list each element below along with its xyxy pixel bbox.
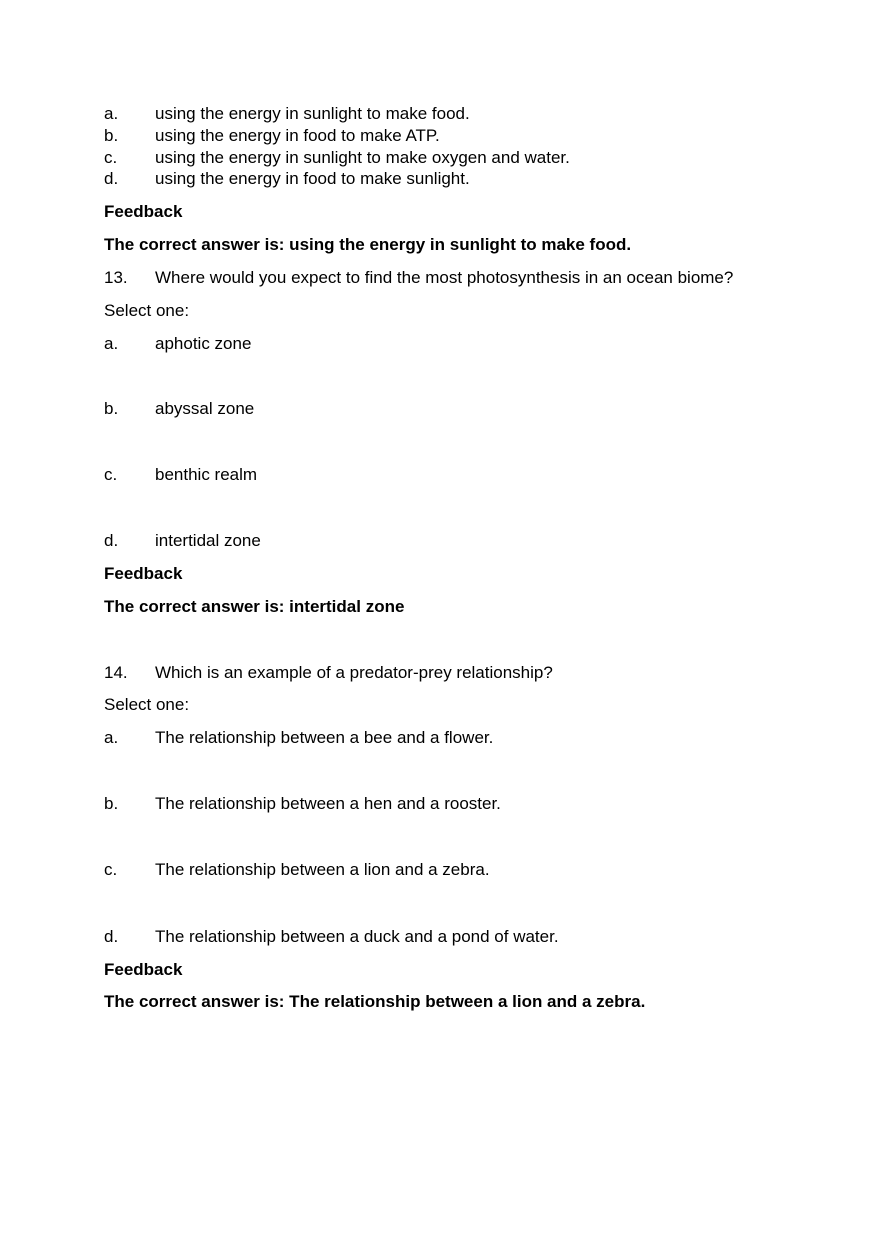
- q12-option-b-text: using the energy in food to make ATP.: [155, 126, 440, 145]
- q13-question: Where would you expect to find the most photosynthesis in an ocean biome?: [155, 268, 734, 287]
- q14-option-c-text: The relationship between a lion and a zebra.: [155, 860, 490, 879]
- q13-select-label: Select one:: [104, 301, 190, 320]
- q13-option-c-text: benthic realm: [155, 465, 258, 484]
- q13-option-b-letter: b.: [104, 399, 119, 418]
- q12-correct-answer: The correct answer is: using the energy in sunlight to make food.: [104, 235, 632, 254]
- q13-option-c-letter: c.: [104, 465, 118, 484]
- q12-option-c-text: using the energy in sunlight to make oxygen and water.: [155, 148, 570, 167]
- q13-option-b-text: abyssal zone: [155, 399, 255, 418]
- q14-option-a-text: The relationship between a bee and a flower.: [155, 728, 494, 747]
- q12-option-c-letter: c.: [104, 148, 118, 167]
- q13-option-d-letter: d.: [104, 531, 119, 550]
- q14-option-a-letter: a.: [104, 728, 119, 747]
- q14-question: Which is an example of a predator-prey relationship?: [155, 663, 553, 682]
- q12-option-a-letter: a.: [104, 104, 119, 123]
- q14-option-b-letter: b.: [104, 794, 119, 813]
- q13-correct-answer: The correct answer is: intertidal zone: [104, 597, 405, 616]
- q14-feedback-label: Feedback: [104, 960, 183, 979]
- q14-option-d-letter: d.: [104, 927, 119, 946]
- q14-option-b-text: The relationship between a hen and a rooster.: [155, 794, 501, 813]
- q14-option-d-text: The relationship between a duck and a pond of water.: [155, 927, 559, 946]
- q14-select-label: Select one:: [104, 695, 190, 714]
- q12-option-a-text: using the energy in sunlight to make food.: [155, 104, 470, 123]
- q12-option-b-letter: b.: [104, 126, 119, 145]
- q13-option-a-letter: a.: [104, 334, 119, 353]
- q14-number: 14.: [104, 663, 128, 682]
- q13-number: 13.: [104, 268, 128, 287]
- q13-option-a-text: aphotic zone: [155, 334, 252, 353]
- q13-option-d-text: intertidal zone: [155, 531, 261, 550]
- q12-feedback-label: Feedback: [104, 202, 183, 221]
- q14-correct-answer: The correct answer is: The relationship between a lion and a zebra.: [104, 992, 646, 1011]
- q13-feedback-label: Feedback: [104, 564, 183, 583]
- q12-option-d-letter: d.: [104, 169, 119, 188]
- q14-option-c-letter: c.: [104, 860, 118, 879]
- q12-option-d-text: using the energy in food to make sunlight.: [155, 169, 470, 188]
